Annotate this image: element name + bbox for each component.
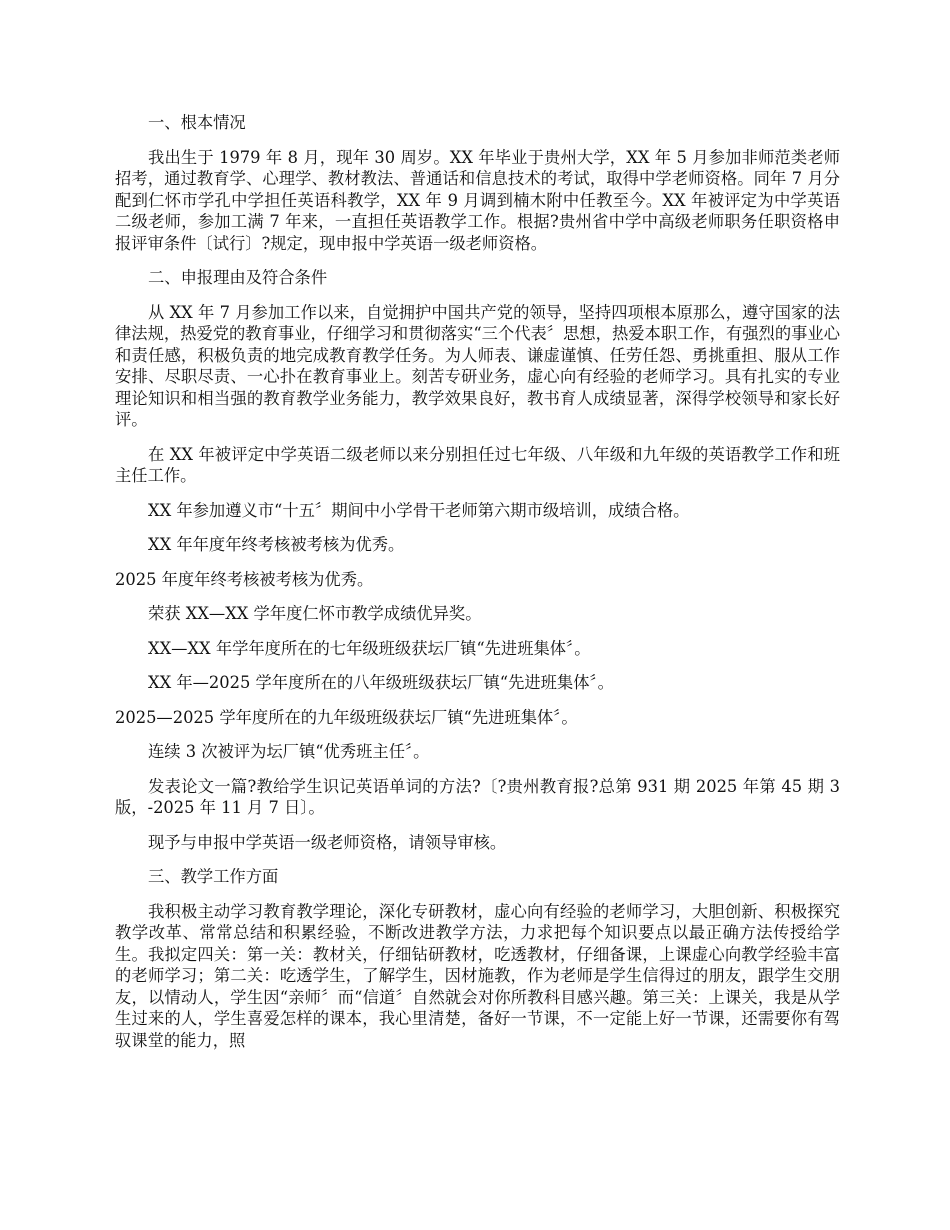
paragraph-training: XX 年参加遵义市“十五〞期间中小学骨干老师第六期市级培训，成绩合格。 — [148, 500, 690, 520]
section-heading-teaching-work: 三、教学工作方面 — [148, 867, 279, 886]
paragraph-request: 现予与申报中学英语一级老师资格，请领导审核。 — [148, 832, 507, 852]
paragraph-award-grade9: 2025—2025 学年度所在的九年级班级获坛厂镇“先进班集体〞。 — [115, 707, 578, 727]
paragraph-publication: 发表论文一篇?教给学生识记英语单词的方法?〔?贵州教育报?总第 931 期 2025 年第 45 期 3 版，-2025 年 11 月 7 日〕。 — [115, 776, 840, 817]
section-heading-basic-info: 一、根本情况 — [148, 113, 246, 132]
paragraph-assessment-1: XX 年年度年终考核被考核为优秀。 — [148, 535, 405, 554]
paragraph-teaching-history: 在 XX 年被评定中学英语二级老师以来分别担任过七年级、八年级和九年级的英语教学工作和班主任工作。 — [115, 444, 840, 485]
section-heading-reasons: 二、申报理由及符合条件 — [148, 268, 328, 287]
paragraph-award-teaching: 荣获 XX—XX 学年度仁怀市教学成绩优异奖。 — [148, 604, 482, 623]
document-page — [115, 112, 840, 1064]
paragraph-award-grade7: XX—XX 年学年度所在的七年级班级获坛厂镇“先进班集体〞。 — [148, 638, 591, 658]
paragraph-assessment-2: 2025 年度年终考核被考核为优秀。 — [115, 569, 374, 589]
paragraph-award-grade8: XX 年—2025 学年度所在的八年级班级获坛厂镇“先进班集体〞。 — [148, 673, 614, 692]
paragraph-work-attitude: 从 XX 年 7 月参加工作以来，自觉拥护中国共产党的领导，坚持四项根本原那么，遵守国家的法律法规，热爱党的教育事业，仔细学习和贯彻落实“三个代表〞思想，热爱本职工作，有强烈的事业心和责任感，积极负责的地完成教育教学任务。为人师表、谦虚谨慎、任劳任怨、勇挑重担、服从工作安排、尽职尽责、一心扑在教育事业上。刻苦专研业务，虚心向有经验的老师学习。具有扎实的专业理论知识和相当强的教育教学业务能力，教学效果良好，教书育人成绩显著，深得学校领导和家长好评。 — [115, 302, 840, 429]
paragraph-award-head-teacher: 连续 3 次被评为坛厂镇“优秀班主任〞。 — [148, 742, 430, 761]
paragraph-personal-background: 我出生于 1979 年 8 月，现年 30 周岁。XX 年毕业于贵州大学，XX 年 5 月参加非师范类老师招考，通过教育学、心理学、教材教法、普通话和信息技术的考试，取得中学老师资格。同年 7 月分配到仁怀市学孔中学担任英语科教学，XX 年 9 月调到楠木附中任教至今。XX 年被评定为中学英语二级老师，参加工满 7 年来，一直担任英语教学工作。根据?贵州省中学中高级老师职务任职资格申报评审条件〔试行〕?规定，现申报中学英语一级老师资格。 — [115, 147, 840, 253]
paragraph-teaching-method: 我积极主动学习教育教学理论，深化专研教材，虚心向有经验的老师学习，大胆创新、积极探究教学改革、常常总结和积累经验，不断改进教学方法，力求把每个知识要点以最正确方法传授给学生。我拟定四关：第一关：教材关，仔细钻研教材，吃透教材，仔细备课，上课虚心向教学经验丰富的老师学习；第二关：吃透学生，了解学生，因材施教，作为老师是学生信得过的朋友，跟学生交朋友，以情动人，学生因“亲师〞而“信道〞自然就会对你所教科目感兴趣。第三关：上课关，我是从学生过来的人，学生喜爱怎样的课本，我心里清楚，备好一节课，不一定能上好一节课，还需要你有驾驭课堂的能力，照 — [115, 901, 840, 1050]
